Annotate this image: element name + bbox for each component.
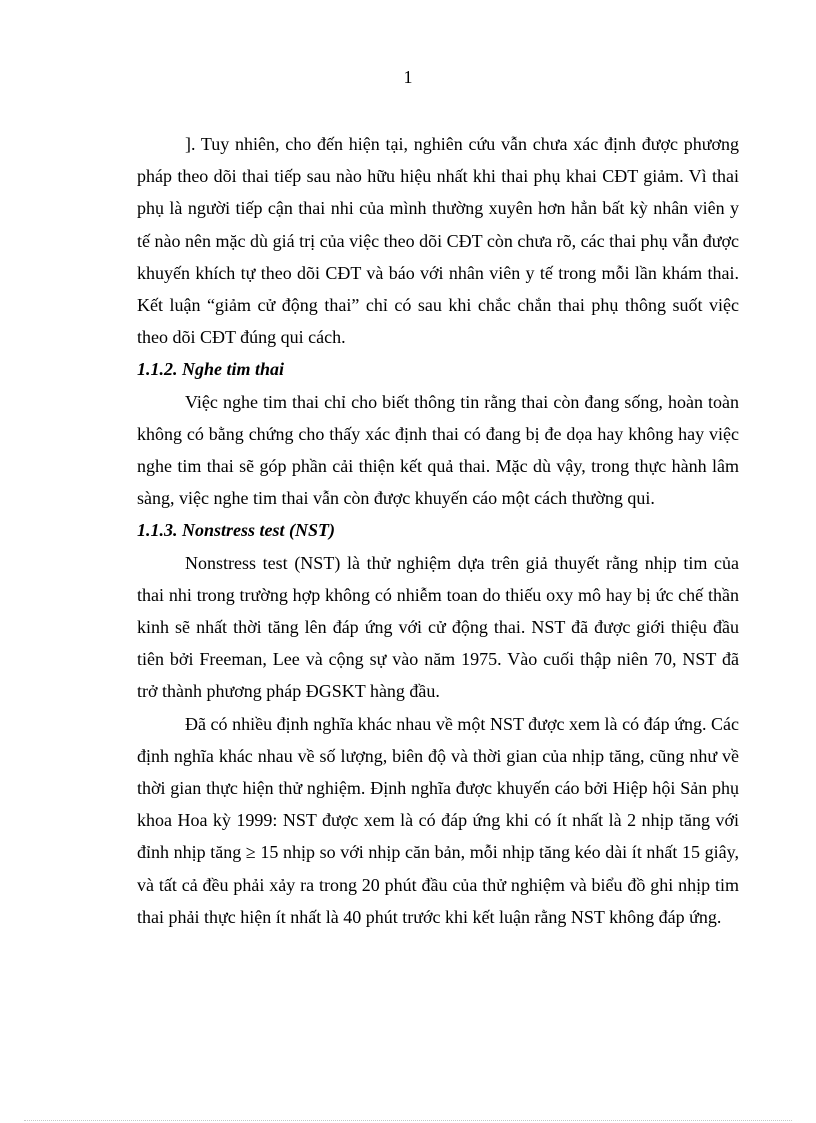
section-heading-1-1-2: 1.1.2. Nghe tim thai [137, 359, 285, 380]
document-body [137, 128, 739, 933]
section-1-1-3-paragraph-2: Đã có nhiều định nghĩa khác nhau về một NST được xem là có đáp ứng. Các định nghĩa khác nhau về số lượng, biên độ và thời gian của nhịp tăng, cũng như về thời gian thực hiện thử nghiệm. Định nghĩa được khuyến cáo bởi Hiệp hội Sản phụ khoa Hoa kỳ 1999: NST được xem là có đáp ứng khi có ít nhất là 2 nhịp tăng với đỉnh nhịp tăng ≥ 15 nhịp so với nhịp căn bản, mỗi nhịp tăng kéo dài ít nhất 15 giây, và tất cả đều phải xảy ra trong 20 phút đầu của thử nghiệm và biểu đồ ghi nhịp tim thai phải thực hiện ít nhất là 40 phút trước khi kết luận rằng NST không đáp ứng. [137, 713, 739, 927]
intro-paragraph: ]. Tuy nhiên, cho đến hiện tại, nghiên cứu vẫn chưa xác định được phương pháp theo dõi thai tiếp sau nào hữu hiệu nhất khi thai phụ khai CĐT giảm. Vì thai phụ là người tiếp cận thai nhi của mình thường xuyên hơn hẳn bất kỳ nhân viên y tế nào nên mặc dù giá trị của việc theo dõi CĐT còn chưa rõ, các thai phụ vẫn được khuyến khích tự theo dõi CĐT và báo với nhân viên y tế trong mỗi lần khám thai. Kết luận “giảm cử động thai” chỉ có sau khi chắc chắn thai phụ thông suốt việc theo dõi CĐT đúng qui cách. [137, 134, 739, 348]
section-1-1-3-paragraph-1: Nonstress test (NST) là thử nghiệm dựa trên giả thuyết rằng nhịp tim của thai nhi trong trường hợp không có nhiễm toan do thiếu oxy mô hay bị ức chế thần kinh sẽ nhất thời tăng lên đáp ứng với cử động thai. NST đã được giới thiệu đầu tiên bởi Freeman, Lee và cộng sự vào năm 1975. Vào cuối thập niên 70, NST đã trở thành phương pháp ĐGSKT hàng đầu. [137, 552, 739, 702]
section-1-1-2-paragraph: Việc nghe tim thai chỉ cho biết thông tin rằng thai còn đang sống, hoàn toàn không có bằng chứng cho thấy xác định thai có đang bị đe dọa hay không hay việc nghe tim thai sẽ góp phần cải thiện kết quả thai. Mặc dù vậy, trong thực hành lâm sàng, việc nghe tim thai vẫn còn được khuyến cáo một cách thường qui. [137, 391, 739, 509]
section-heading-1-1-3: 1.1.3. Nonstress test (NST) [137, 520, 336, 541]
page-bottom-divider [24, 1120, 792, 1121]
page-number: 1 [403, 67, 413, 87]
